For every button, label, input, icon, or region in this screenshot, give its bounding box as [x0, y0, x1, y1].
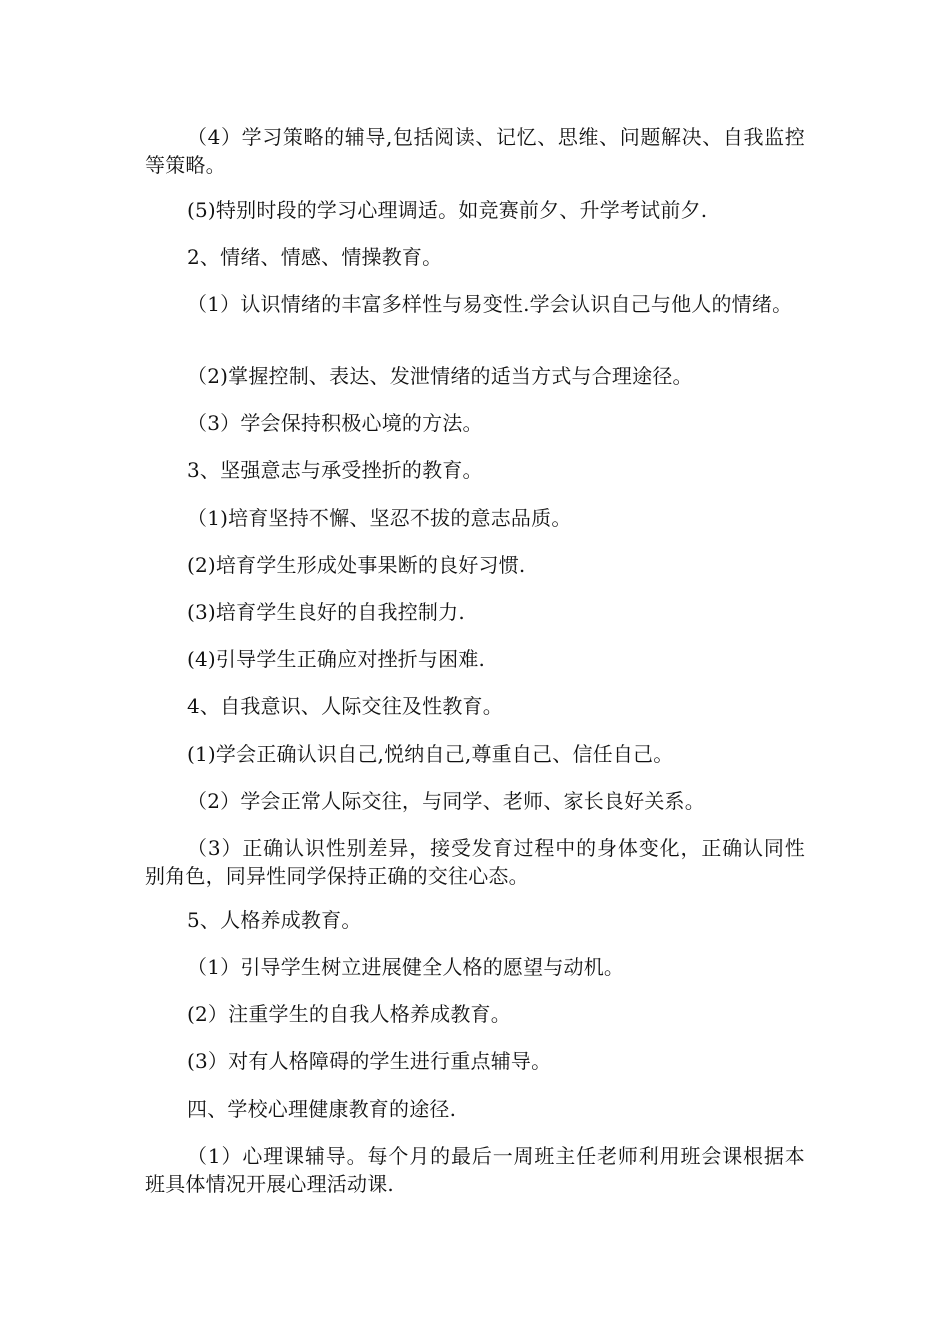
heading-personality: 5、人格养成教育。 — [187, 908, 362, 932]
paragraph-key-counseling: (3）对有人格障碍的学生进行重点辅导。 — [187, 1049, 552, 1073]
paragraph-special-period: (5)特别时段的学习心理调适。如竞赛前夕、升学考试前夕. — [187, 198, 708, 222]
paragraph-perseverance: （1)培育坚持不懈、坚忍不拔的意志品质。 — [187, 506, 572, 530]
heading-emotion-education: 2、情绪、情感、情操教育。 — [187, 245, 443, 269]
paragraph-learning-strategy: （4）学习策略的辅导,包括阅读、记忆、思维、问题解决、自我监控等策略。 — [145, 125, 805, 177]
heading-approaches: 四、学校心理健康教育的途径. — [187, 1097, 457, 1121]
paragraph-self-cultivation: (2）注重学生的自我人格养成教育。 — [187, 1002, 511, 1026]
paragraph-psych-class: （1）心理课辅导。每个月的最后一周班主任老师利用班会课根据本班具体情况开展心理活动课. — [145, 1144, 805, 1196]
paragraph-healthy-personality: （1）引导学生树立进展健全人格的愿望与动机。 — [187, 955, 625, 979]
paragraph-interpersonal: （2）学会正常人际交往，与同学、老师、家长良好关系。 — [187, 789, 705, 813]
paragraph-gender-awareness: （3）正确认识性别差异，接受发育过程中的身体变化，正确认同性别角色，同异性同学保持正确的交往心态。 — [145, 836, 805, 888]
paragraph-recognize-emotion: （1）认识情绪的丰富多样性与易变性.学会认识自己与他人的情绪。 — [187, 292, 793, 316]
paragraph-control-emotion: （2)掌握控制、表达、发泄情绪的适当方式与合理途径。 — [187, 364, 693, 388]
paragraph-know-oneself: (1)学会正确认识自己,悦纳自己,尊重自己、信任自己。 — [187, 742, 674, 766]
heading-will-education: 3、坚强意志与承受挫折的教育。 — [187, 458, 483, 482]
heading-self-awareness: 4、自我意识、人际交往及性教育。 — [187, 694, 503, 718]
paragraph-positive-mood: （3）学会保持积极心境的方法。 — [187, 411, 483, 435]
paragraph-decisive-habit: (2)培育学生形成处事果断的良好习惯. — [187, 553, 526, 577]
paragraph-self-control: (3)培育学生良好的自我控制力. — [187, 600, 465, 624]
paragraph-cope-frustration: (4)引导学生正确应对挫折与困难. — [187, 647, 486, 671]
